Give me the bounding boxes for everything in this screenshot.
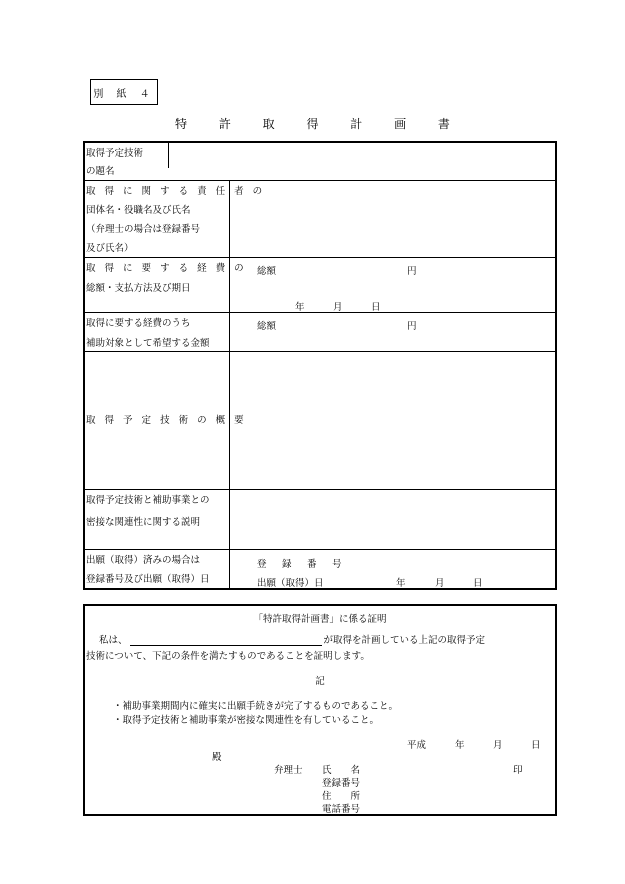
certificate-body-suffix: が取得を計画している上記の取得予定 [323,635,486,646]
month-label: 月 [435,578,445,589]
certificate-body-prefix: 私は、 [99,635,128,646]
document-title: 特 許 取 得 計 画 書 [175,117,464,131]
row-label-line: 取得予定技術 [86,148,144,159]
certificate-body-line2: 技術について、下記の条件を満たすものであることを証明します。 [86,651,370,662]
plan-table [83,141,557,590]
row-label-line: （弁理士の場合は登録番号 [86,224,201,235]
attorney-label: 弁理士 [274,765,303,776]
year-label: 年 [295,302,305,313]
day-label: 日 [531,740,541,751]
column-divider [229,313,230,351]
yen-label: 円 [407,321,417,332]
row-label-line: 補助対象として希望する金額 [86,338,210,349]
total-label: 総額 [257,266,277,277]
row-subsidy-amount [85,312,555,351]
name-label: 氏 名 [322,765,361,776]
applicant-name-blank[interactable] [130,635,322,646]
month-label: 月 [493,740,503,751]
attachment-label: 別 紙 ４ [93,88,155,100]
row-label-line: 取 得 に 関 す る 責 任 者 の [86,186,266,197]
certificate-body-line1 [99,632,485,646]
yen-label: 円 [407,266,417,277]
row-label-line: 出願（取得）済みの場合は [86,555,201,566]
address-label: 住 所 [322,791,361,802]
row-label-line: 団体名・役職名及び氏名 [86,205,191,216]
column-divider [229,181,230,257]
attorney-certificate [83,604,557,816]
row-registration [85,549,555,588]
condition-item: ・取得予定技術と補助事業が密接な関連性を有していること。 [113,715,380,726]
attachment-label-box [90,79,158,105]
certificate-title: 「特許取得計画書」に係る証明 [253,614,387,625]
row-label-line: 取 得 に 要 す る 経 費 の [86,263,247,274]
addressee-label: 殿 [212,752,222,763]
day-label: 日 [371,302,381,313]
phone-label: 電話番号 [322,804,361,815]
row-label-line: 取 得 予 定 技 術 の 概 要 [86,415,247,426]
year-label: 年 [396,578,406,589]
day-label: 日 [473,578,483,589]
era-label: 平成 [407,740,427,751]
seal-label: 印 [513,765,523,776]
year-label: 年 [455,740,465,751]
row-label-line: 取得に要する経費のうち [86,318,191,329]
row-label-line: 密接な関連性に関する説明 [86,517,201,528]
row-relation-explanation [85,489,555,549]
filing-date-label: 出願（取得）日 [257,578,324,589]
row-responsible-person [85,180,555,257]
total-label: 総額 [257,321,277,332]
month-label: 月 [333,302,343,313]
row-label-line: 総額・支払方法及び期日 [86,283,191,294]
column-divider [229,352,230,489]
row-label-line: 及び氏名） [86,243,134,254]
registration-number-label: 登録番号 [322,778,361,789]
row-label-line: の題名 [86,166,115,177]
row-technology-title [85,143,555,180]
column-divider [229,550,230,588]
column-divider [229,490,230,549]
row-expense-total [85,257,555,312]
row-label-line: 登録番号及び出願（取得）日 [86,574,210,585]
row-label-line: 取得予定技術と補助事業との [86,495,210,506]
registration-number-label: 登 録 番 号 [257,559,345,570]
condition-item: ・補助事業期間内に確実に出願手続きが完了するものであること。 [113,701,399,712]
column-divider [229,258,230,312]
row-technology-overview [85,351,555,489]
technology-title-field[interactable] [169,143,557,180]
ki-label: 記 [315,676,325,687]
